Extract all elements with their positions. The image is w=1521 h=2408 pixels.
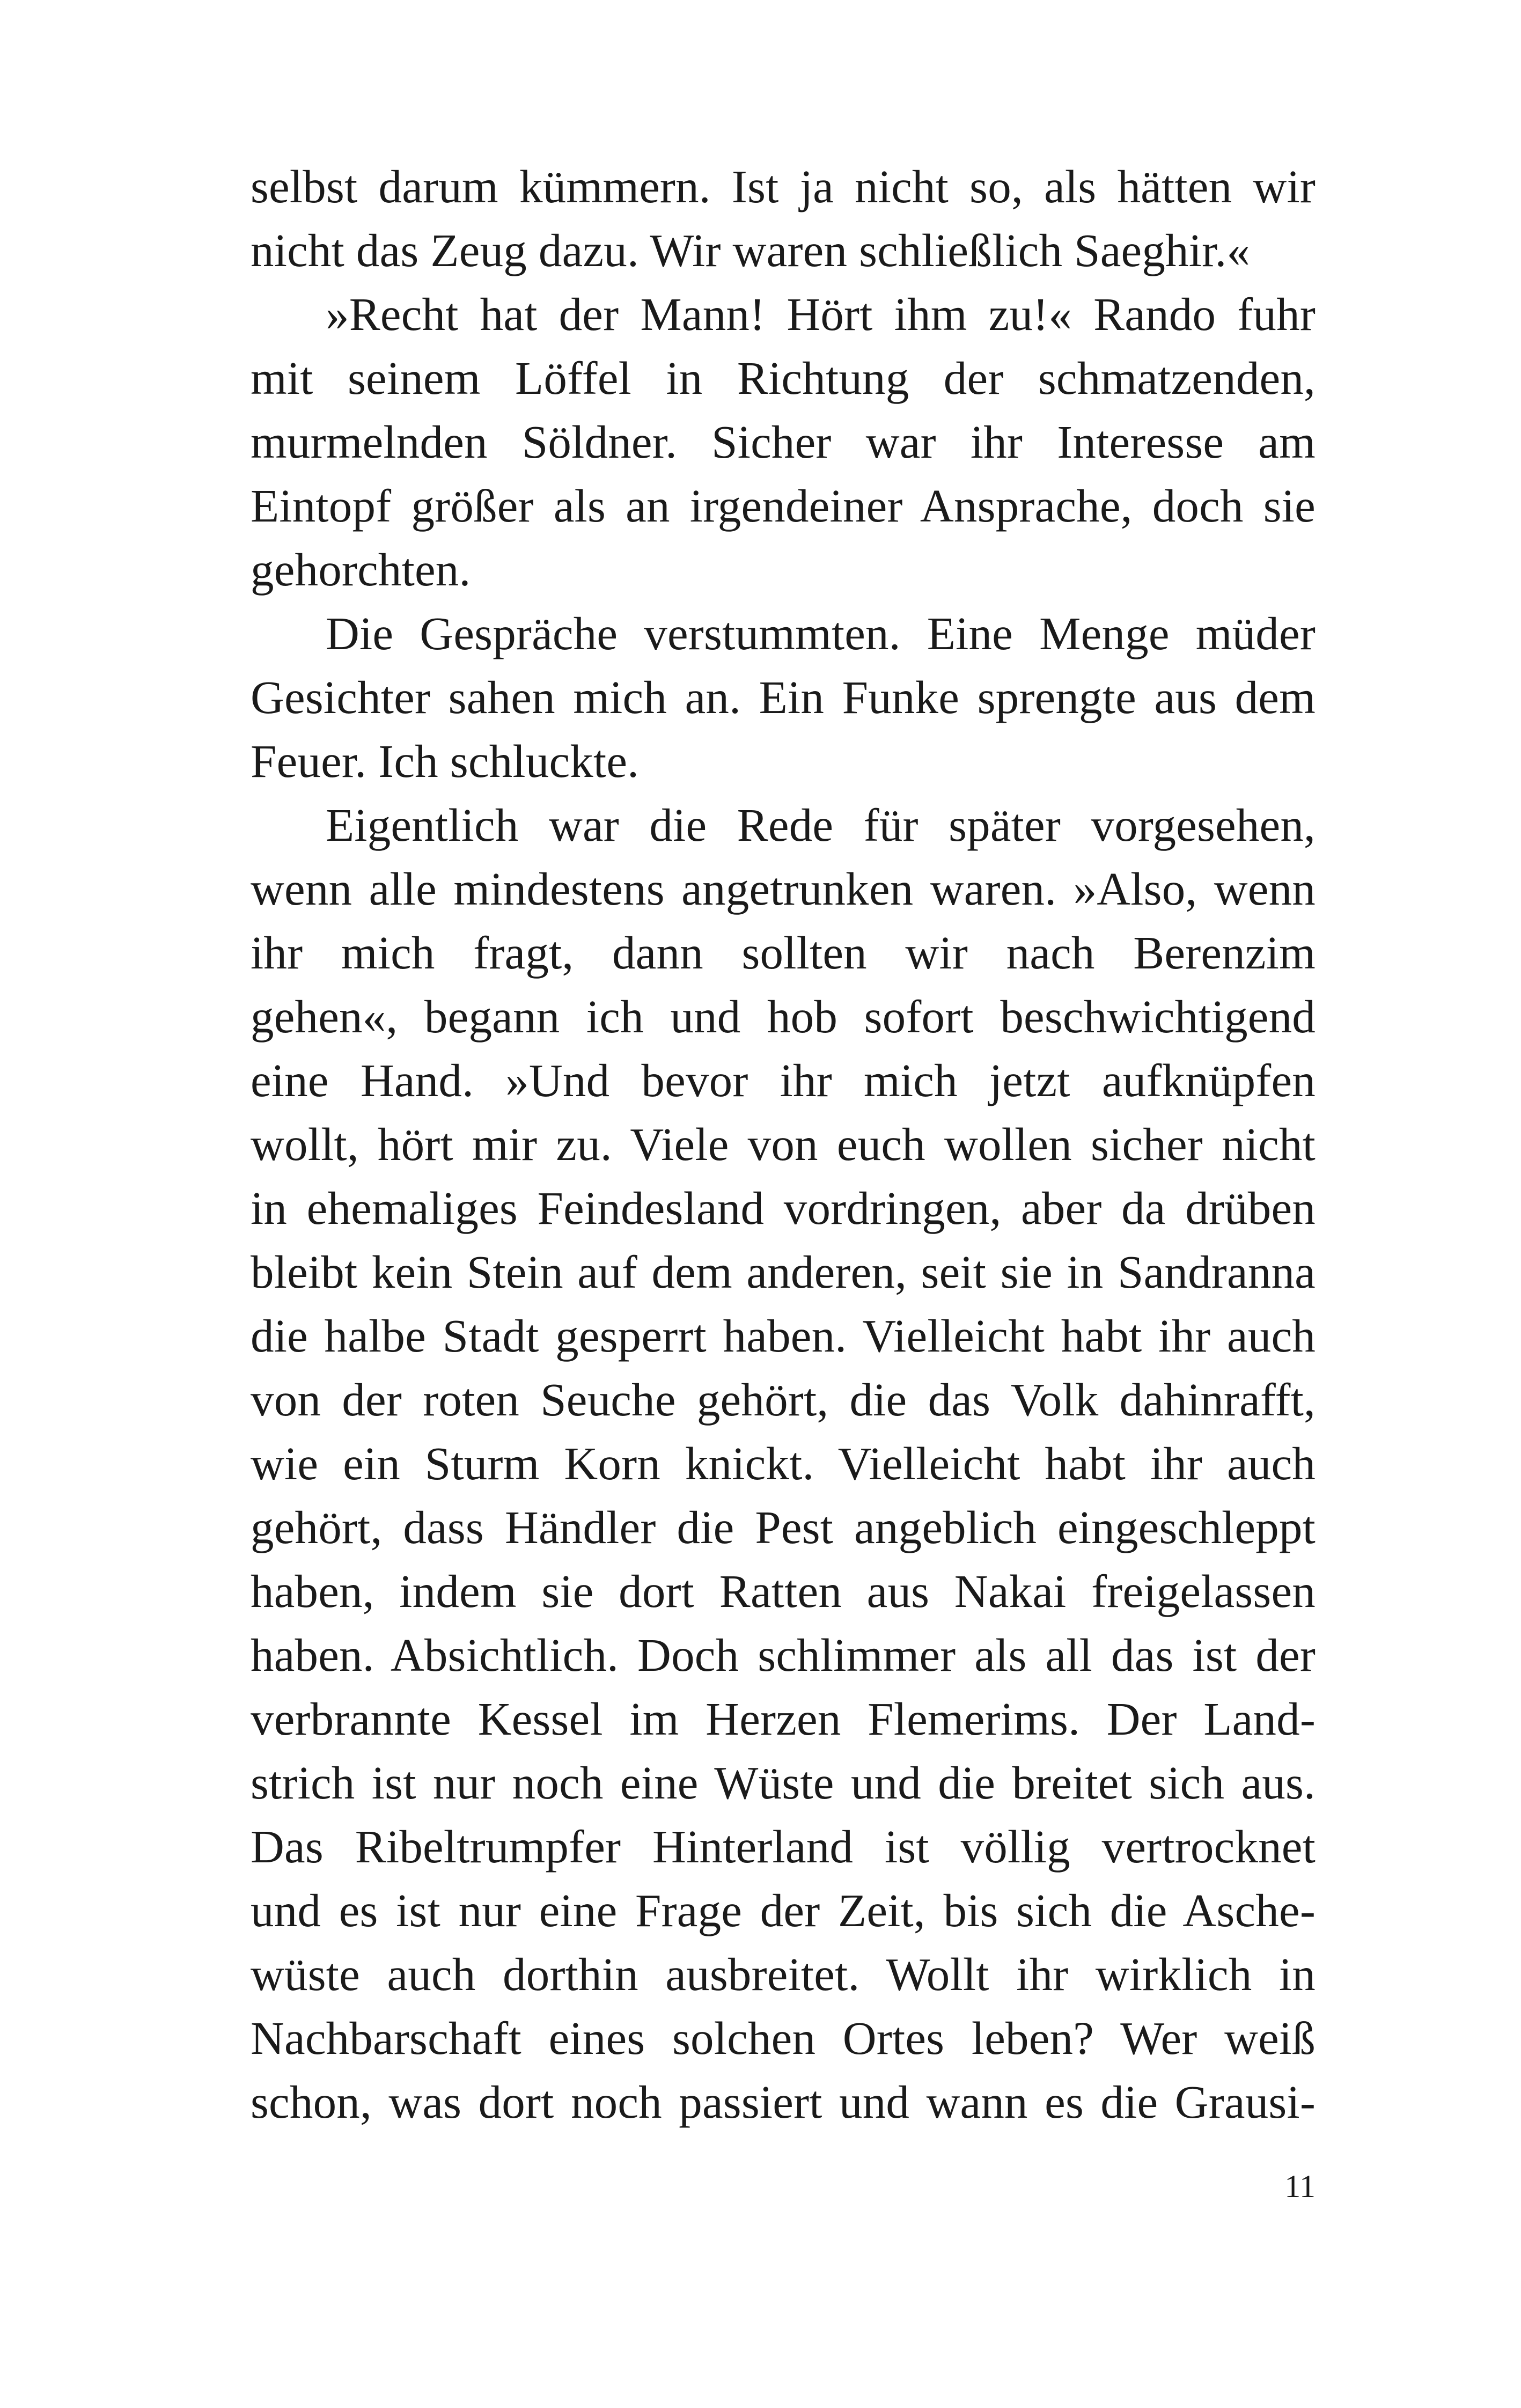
text-line: gehen«, begann ich und hob sofort beschwichtigend (251, 990, 1316, 1043)
text-line: wüste auch dorthin ausbreitet. Wollt ihr wirklich in (251, 1948, 1316, 2000)
text-line: haben. Absichtlich. Doch schlimmer als all das ist der (251, 1629, 1316, 1681)
text-line: in ehemaliges Feindesland vordringen, aber da drüben (251, 1182, 1316, 1234)
text-line: von der roten Seuche gehört, die das Volk dahinrafft, (251, 1374, 1316, 1426)
text-line: eine Hand. »Und bevor ihr mich jetzt aufknüpfen (251, 1054, 1316, 1106)
text-line: Eigentlich war die Rede für später vorgesehen, (326, 799, 1316, 851)
text-line: selbst darum kümmern. Ist ja nicht so, als hätten wir (251, 160, 1316, 212)
text-line: die halbe Stadt gesperrt haben. Vielleicht habt ihr auch (251, 1310, 1316, 1362)
text-line: Feuer. Ich schluckte. (251, 735, 640, 787)
text-line: wenn alle mindestens angetrunken waren. »Also, wenn (251, 863, 1316, 915)
body-text (251, 155, 1316, 2134)
text-line: ihr mich fragt, dann sollten wir nach Berenzim (251, 927, 1316, 979)
text-line: nicht das Zeug dazu. Wir waren schließlich Saeghir.« (251, 224, 1251, 276)
text-line: Eintopf größer als an irgendeiner Ansprache, doch sie (251, 480, 1316, 532)
text-line: und es ist nur eine Frage der Zeit, bis sich die Asche- (251, 1884, 1316, 1936)
text-line: verbrannte Kessel im Herzen Flemerims. Der Land- (251, 1693, 1316, 1745)
text-line: murmelnden Söldner. Sicher war ihr Interesse am (251, 416, 1316, 468)
text-line: bleibt kein Stein auf dem anderen, seit sie in Sandranna (251, 1246, 1316, 1298)
text-line: »Recht hat der Mann! Hört ihm zu!« Rando fuhr (326, 288, 1316, 340)
text-line: mit seinem Löffel in Richtung der schmatzenden, (251, 352, 1316, 404)
text-line: schon, was dort noch passiert und wann es die Grausi- (251, 2076, 1316, 2128)
text-line: Das Ribeltrumpfer Hinterland ist völlig vertrocknet (251, 1820, 1316, 1873)
text-line: Nachbarschaft eines solchen Ortes leben? Wer weiß (251, 2012, 1316, 2064)
text-line: gehört, dass Händler die Pest angeblich eingeschleppt (251, 1501, 1316, 1553)
text-line: gehorchten. (251, 544, 471, 596)
text-line: Gesichter sahen mich an. Ein Funke sprengte aus dem (251, 671, 1316, 723)
page-number: 11 (1284, 2169, 1316, 2204)
text-line: wollt, hört mir zu. Viele von euch wollen sicher nicht (251, 1118, 1316, 1170)
text-line: Die Gespräche verstummten. Eine Menge müder (326, 607, 1316, 659)
text-line: wie ein Sturm Korn knickt. Vielleicht habt ihr auch (251, 1437, 1316, 1489)
text-line: haben, indem sie dort Ratten aus Nakai freigelassen (251, 1565, 1316, 1617)
text-line: strich ist nur noch eine Wüste und die breitet sich aus. (251, 1757, 1316, 1809)
